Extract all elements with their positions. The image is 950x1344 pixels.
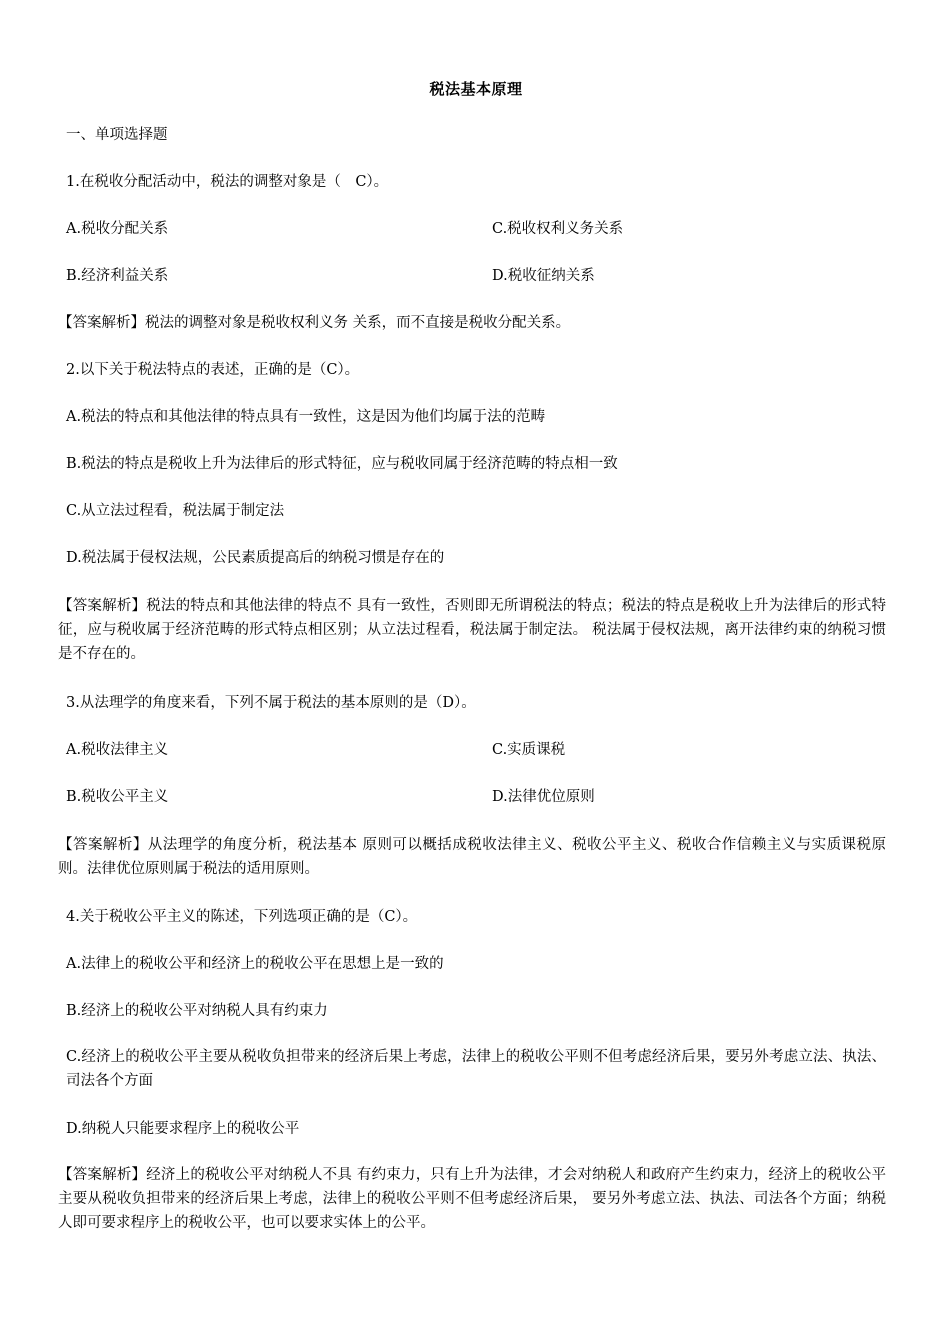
question-3-option-c: C.实质课税 bbox=[492, 742, 566, 758]
question-2-option-a: A.税法的特点和其他法律的特点具有一致性，这是因为他们均属于法的范畴 bbox=[66, 409, 546, 425]
question-4-option-d: D.纳税人只能要求程序上的税收公平 bbox=[66, 1121, 300, 1137]
question-4-option-a: A.法律上的税收公平和经济上的税收公平在思想上是一致的 bbox=[66, 956, 444, 972]
question-3-option-a: A.税收法律主义 bbox=[66, 742, 169, 758]
question-2-analysis: 【答案解析】税法的特点和其他法律的特点不 具有一致性，否则即无所谓税法的特点；税法的特点是税收上升为法律后的形式特征，应与税收属于经济范畴的形式特点相区别；从立法过程看，税法属于制定法。 税法属于侵权法规，离开法律约束的纳税习惯是不存在的。 bbox=[58, 598, 886, 662]
question-4-stem: 4.关于税收公平主义的陈述，下列选项正确的是（C）。 bbox=[66, 909, 418, 925]
question-1-option-b: B.经济利益关系 bbox=[66, 268, 169, 284]
question-2-option-d: D.税法属于侵权法规，公民素质提高后的纳税习惯是存在的 bbox=[66, 550, 445, 566]
question-1-stem: 1.在税收分配活动中，税法的调整对象是（ C）。 bbox=[66, 174, 389, 190]
question-4-analysis: 【答案解析】经济上的税收公平对纳税人不具 有约束力，只有上升为法律，才会对纳税人和政府产生约束力，经济上的税收公平主要从税收负担带来的经济后果上考虑，法律上的税收公平则不但考虑经济后果， 要另外考虑立法、执法、司法各个方面；纳税人即可要求程序上的税收公平，也可以要求实体上的公平。 bbox=[58, 1167, 886, 1231]
question-4-option-b: B.经济上的税收公平对纳税人具有约束力 bbox=[66, 1003, 328, 1019]
document-title: 税法基本原理 bbox=[429, 80, 523, 98]
question-2-option-b: B.税法的特点是税收上升为法律后的形式特征，应与税收同属于经济范畴的特点相一致 bbox=[66, 456, 618, 472]
question-1-option-d: D.税收征纳关系 bbox=[492, 268, 595, 284]
question-4-option-c: C.经济上的税收公平主要从税收负担带来的经济后果上考虑，法律上的税收公平则不但考虑经济后果，要另外考虑立法、执法、司法各个方面 bbox=[66, 1049, 886, 1089]
question-3-option-b: B.税收公平主义 bbox=[66, 789, 169, 805]
section-heading: 一、单项选择题 bbox=[66, 127, 168, 143]
question-2-stem: 2.以下关于税法特点的表述，正确的是（C）。 bbox=[66, 362, 360, 378]
question-3-analysis: 【答案解析】从法理学的角度分析，税法基本 原则可以概括成税收法律主义、税收公平主义、税收合作信赖主义与实质课税原则。法律优位原则属于税法的适用原则。 bbox=[58, 837, 886, 877]
question-1-option-a: A.税收分配关系 bbox=[66, 221, 169, 237]
question-3-stem: 3.从法理学的角度来看，下列不属于税法的基本原则的是（D）。 bbox=[66, 695, 476, 711]
question-1-analysis: 【答案解析】税法的调整对象是税收权利义务 关系，而不直接是税收分配关系。 bbox=[58, 315, 571, 331]
question-2-option-c: C.从立法过程看，税法属于制定法 bbox=[66, 503, 285, 519]
question-3-option-d: D.法律优位原则 bbox=[492, 789, 595, 805]
question-1-option-c: C.税收权利义务关系 bbox=[492, 221, 624, 237]
